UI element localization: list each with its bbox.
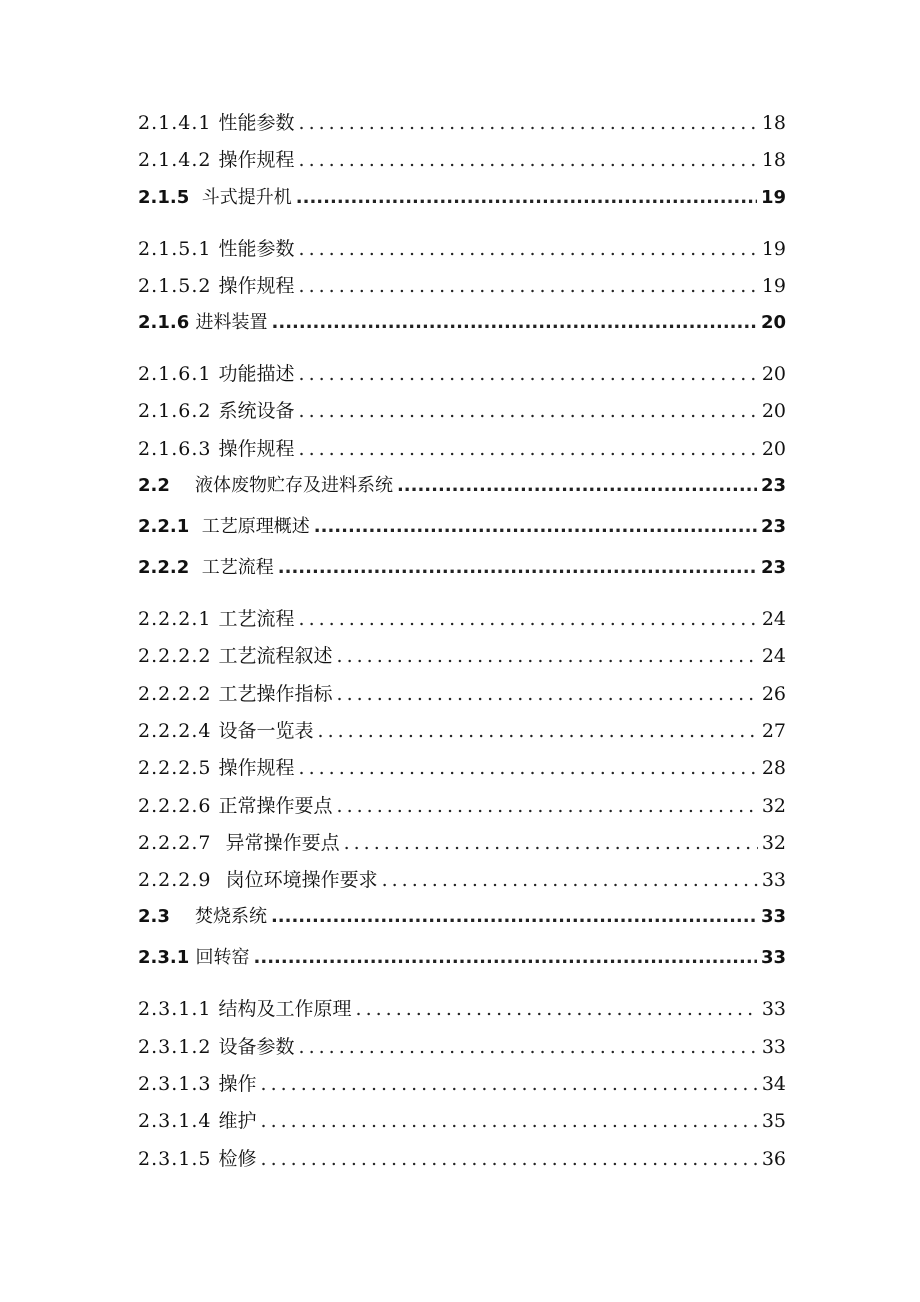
toc-entry-title: 操作规程 (218, 437, 295, 460)
toc-entry[interactable] (138, 471, 786, 512)
toc-entry[interactable] (138, 1069, 786, 1106)
toc-entry[interactable] (138, 994, 786, 1031)
toc-entry-page-number: 19 (760, 186, 786, 208)
toc-entry-page-number: 18 (761, 149, 786, 172)
toc-entry-title: 异常操作要点 (225, 831, 340, 854)
toc-entry[interactable] (138, 396, 786, 433)
toc-entry-page-number: 33 (761, 869, 786, 892)
toc-entry-page-number: 28 (761, 757, 786, 780)
toc-entry-page-number: 19 (761, 274, 786, 297)
toc-leader-dots (299, 275, 758, 297)
toc-entry-title: 功能描述 (218, 363, 295, 386)
toc-entry-number: 2.1.4.2 (138, 149, 219, 172)
toc-entry[interactable] (138, 512, 786, 553)
toc-entry-title: 工艺流程 (218, 608, 295, 631)
toc-entry-page-number: 20 (761, 363, 786, 386)
toc-leader-dots (344, 832, 758, 854)
toc-leader-dots (382, 869, 758, 891)
toc-entry[interactable] (138, 1106, 786, 1143)
toc-entry[interactable] (138, 641, 786, 678)
toc-entry-page-number: 36 (761, 1147, 786, 1170)
toc-entry-title: 工艺流程叙述 (218, 645, 333, 668)
toc-entry-title: 工艺原理概述 (201, 516, 310, 538)
toc-entry-number: 2.1.6.2 (138, 400, 219, 423)
toc-entry-title: 斗式提升机 (201, 186, 292, 208)
toc-entry-page-number: 20 (761, 400, 786, 423)
toc-entry[interactable] (138, 108, 786, 145)
toc-entry-title: 性能参数 (218, 112, 295, 134)
toc-entry-number: 2.1.6.3 (138, 437, 219, 460)
toc-leader-dots (299, 438, 758, 460)
toc-entry[interactable] (138, 791, 786, 828)
toc-leader-dots (299, 757, 758, 779)
toc-entry-number: 2.2.2.9 (138, 869, 226, 892)
toc-entry[interactable] (138, 308, 786, 359)
toc-entry-title: 检修 (218, 1147, 257, 1170)
toc-entry-page-number: 24 (761, 608, 786, 631)
toc-entry-number: 2.1.4.1 (138, 112, 219, 134)
toc-entry-page-number: 23 (760, 557, 786, 579)
toc-entry-page-number: 32 (761, 794, 786, 817)
toc-entry[interactable] (138, 716, 786, 753)
toc-leader-dots (261, 1110, 758, 1132)
toc-entry-page-number: 26 (761, 682, 786, 705)
toc-entry-number: 2.3.1 (138, 947, 196, 969)
toc-entry-title: 操作规程 (218, 149, 295, 172)
toc-entry-title: 岗位环境操作要求 (225, 869, 378, 892)
toc-leader-dots (299, 238, 758, 260)
toc-entry[interactable] (138, 604, 786, 641)
table-of-contents (138, 108, 786, 1181)
toc-entry[interactable] (138, 943, 786, 994)
toc-entry-page-number: 35 (761, 1110, 786, 1133)
toc-entry-page-number: 34 (761, 1073, 786, 1096)
toc-entry-title: 维护 (218, 1110, 257, 1133)
toc-entry-title: 设备参数 (218, 1035, 295, 1058)
toc-entry-number: 2.2.2.4 (138, 719, 219, 742)
toc-entry-page-number: 32 (761, 831, 786, 854)
toc-entry-page-number: 18 (761, 112, 786, 134)
toc-leader-dots (299, 149, 758, 171)
toc-entry[interactable] (138, 902, 786, 943)
toc-entry-number: 2.1.6.1 (138, 363, 219, 386)
toc-entry-title: 正常操作要点 (218, 794, 333, 817)
toc-leader-dots (299, 1036, 758, 1058)
toc-entry-page-number: 20 (760, 312, 786, 334)
toc-leader-dots (337, 683, 758, 705)
toc-entry-page-number: 33 (760, 906, 786, 928)
toc-entry-number: 2.3.1.3 (138, 1073, 219, 1096)
toc-entry-title: 操作规程 (218, 757, 295, 780)
toc-entry-page-number: 20 (761, 437, 786, 460)
toc-entry-page-number: 23 (760, 475, 786, 497)
toc-entry[interactable] (138, 753, 786, 790)
toc-entry[interactable] (138, 359, 786, 396)
toc-entry-number: 2.2.2.2 (138, 682, 219, 705)
toc-entry-title: 焚烧系统 (194, 906, 267, 928)
toc-leader-dots (278, 557, 757, 578)
toc-entry[interactable] (138, 271, 786, 308)
toc-leader-dots (272, 312, 757, 333)
toc-entry-page-number: 33 (761, 998, 786, 1021)
toc-entry-number: 2.1.5 (138, 186, 202, 208)
toc-entry-page-number: 23 (760, 516, 786, 538)
toc-entry-title: 工艺流程 (201, 557, 274, 579)
toc-leader-dots (296, 187, 757, 208)
toc-entry-number: 2.2.2.1 (138, 608, 219, 631)
toc-leader-dots (254, 947, 757, 968)
toc-leader-dots (299, 608, 758, 630)
toc-entry-title: 回转窑 (195, 947, 250, 969)
toc-entry[interactable] (138, 679, 786, 716)
toc-entry[interactable] (138, 234, 786, 271)
toc-entry[interactable] (138, 434, 786, 471)
toc-entry-page-number: 33 (760, 947, 786, 969)
toc-entry-number: 2.2.2.7 (138, 831, 226, 854)
toc-entry-page-number: 27 (761, 719, 786, 742)
toc-entry-title: 操作规程 (218, 274, 295, 297)
toc-entry[interactable] (138, 865, 786, 902)
toc-entry-page-number: 19 (761, 237, 786, 260)
toc-leader-dots (397, 475, 757, 496)
toc-leader-dots (261, 1073, 758, 1095)
toc-entry-number: 2.2.1 (138, 516, 202, 538)
toc-entry-title: 液体废物贮存及进料系统 (194, 475, 393, 497)
toc-entry-number: 2.3.1.2 (138, 1035, 219, 1058)
toc-leader-dots (299, 363, 758, 385)
toc-entry-number: 2.1.5.2 (138, 274, 219, 297)
toc-entry-number: 2.2.2.2 (138, 645, 219, 668)
toc-leader-dots (318, 720, 758, 742)
toc-entry-title: 系统设备 (218, 400, 295, 423)
toc-entry-number: 2.2 (138, 475, 195, 497)
toc-entry[interactable] (138, 1144, 786, 1181)
toc-entry[interactable] (138, 145, 786, 182)
toc-entry-title: 设备一览表 (218, 719, 314, 742)
toc-entry-number: 2.3 (138, 906, 195, 928)
toc-entry-number: 2.2.2.6 (138, 794, 219, 817)
toc-entry-number: 2.1.6 (138, 312, 196, 334)
toc-entry[interactable] (138, 553, 786, 604)
toc-leader-dots (299, 400, 758, 422)
toc-leader-dots (299, 112, 758, 134)
toc-entry-title: 性能参数 (218, 237, 295, 260)
toc-entry-title: 结构及工作原理 (218, 998, 352, 1021)
toc-entry-title: 进料装置 (195, 312, 268, 334)
toc-leader-dots (337, 795, 758, 817)
toc-entry-number: 2.3.1.5 (138, 1147, 219, 1170)
toc-entry[interactable] (138, 1032, 786, 1069)
toc-leader-dots (261, 1148, 758, 1170)
toc-entry-number: 2.3.1.1 (138, 998, 219, 1021)
toc-entry-number: 2.2.2 (138, 557, 202, 579)
toc-entry-page-number: 24 (761, 645, 786, 668)
toc-entry-number: 2.1.5.1 (138, 237, 219, 260)
toc-entry-page-number: 33 (761, 1035, 786, 1058)
toc-leader-dots (314, 516, 757, 537)
toc-entry-number: 2.3.1.4 (138, 1110, 219, 1133)
toc-entry[interactable] (138, 828, 786, 865)
toc-entry[interactable] (138, 183, 786, 234)
toc-entry-number: 2.2.2.5 (138, 757, 219, 780)
toc-leader-dots (356, 998, 758, 1020)
toc-leader-dots (271, 906, 757, 927)
toc-leader-dots (337, 645, 758, 667)
toc-entry-title: 操作 (218, 1073, 257, 1096)
toc-entry-title: 工艺操作指标 (218, 682, 333, 705)
